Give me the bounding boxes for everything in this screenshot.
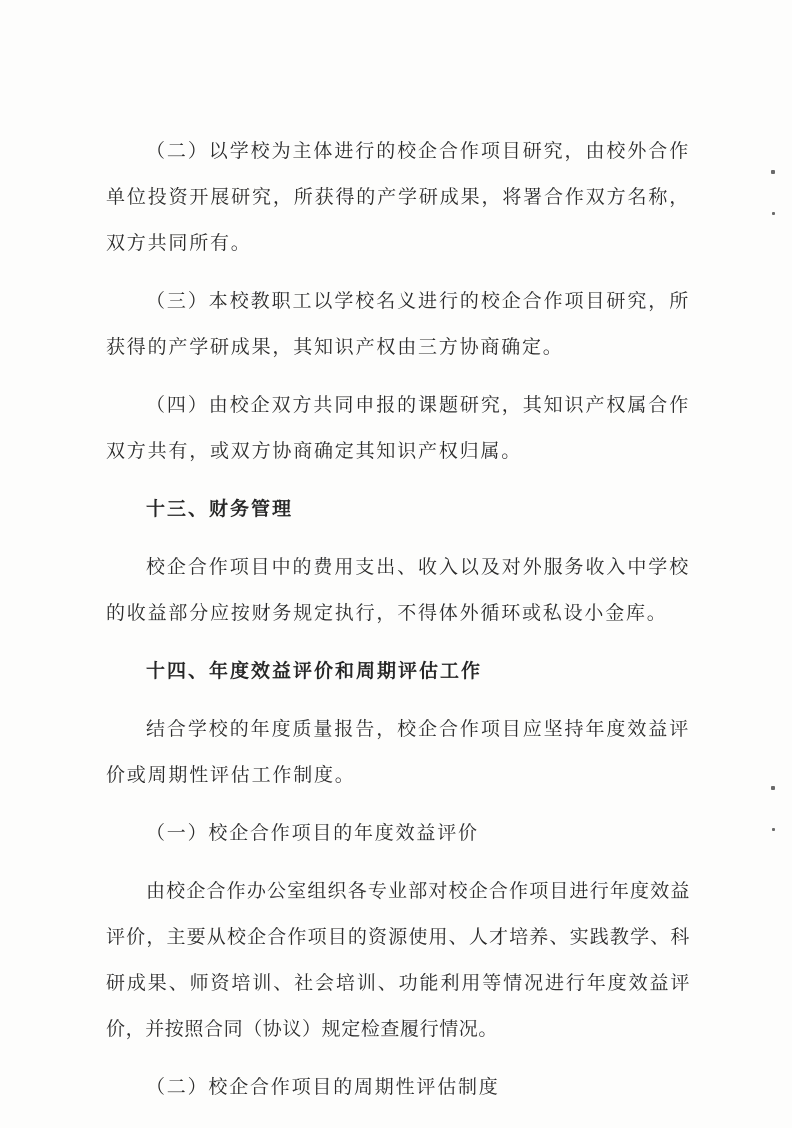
paragraph-ip-3: （三）本校教职工以学校名义进行的校企合作项目研究，所获得的产学研成果，其知识产权由三方协商确定。	[106, 290, 690, 358]
paragraph-evaluation-intro: 结合学校的年度质量报告，校企合作项目应坚持年度效益评价或周期性评估工作制度。	[106, 718, 690, 786]
subheading-annual-evaluation: （一）校企合作项目的年度效益评价	[146, 822, 479, 844]
scan-speck	[771, 170, 775, 174]
subheading-periodic-evaluation: （二）校企合作项目的周期性评估制度	[146, 1076, 500, 1098]
scan-speck	[771, 786, 775, 790]
paragraph-ip-2: （二）以学校为主体进行的校企合作项目研究，由校外合作单位投资开展研究，所获得的产学研成果，将署合作双方名称，双方共同所有。	[106, 140, 690, 254]
section-heading-evaluation: 十四、年度效益评价和周期评估工作	[146, 660, 483, 682]
scan-speck	[772, 212, 775, 215]
paragraph-finance: 校企合作项目中的费用支出、收入以及对外服务收入中学校的收益部分应按财务规定执行，不得体外循环或私设小金库。	[106, 556, 690, 624]
section-heading-finance: 十三、财务管理	[146, 498, 294, 520]
paragraph-ip-4: （四）由校企双方共同申报的课题研究，其知识产权属合作双方共有，或双方协商确定其知识产权归属。	[106, 394, 690, 462]
scan-speck	[772, 828, 775, 831]
paragraph-annual-evaluation: 由校企合作办公室组织各专业部对校企合作项目进行年度效益评价，主要从校企合作项目的资源使用、人才培养、实践教学、科研成果、师资培训、社会培训、功能利用等情况进行年度效益评价，并按照合同（协议）规定检查履行情况。	[106, 880, 690, 1040]
document-body	[106, 128, 690, 1110]
